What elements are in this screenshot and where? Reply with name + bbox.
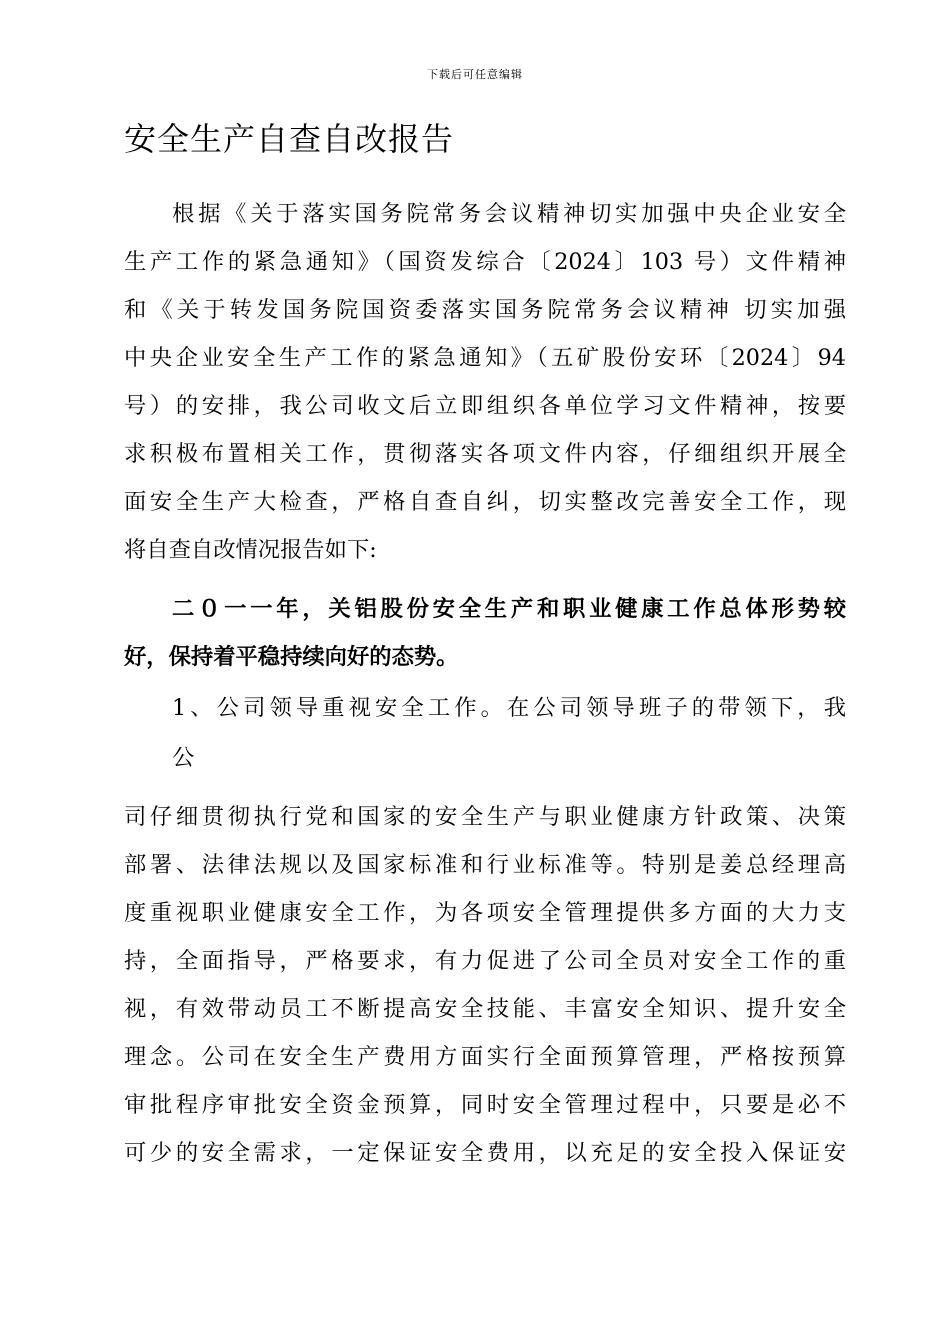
paragraph-line: 部署、法律法规以及国家标准和行业标准等。特别是姜总经理高 bbox=[124, 852, 846, 878]
paragraph-line: 生产工作的紧急通知》（国资发综合〔2024〕103 号）文件精神 bbox=[124, 249, 846, 275]
paragraph-line: 持，全面指导，严格要求，有力促进了公司全员对安全工作的重 bbox=[124, 948, 846, 974]
paragraph-line: 根据《关于落实国务院常务会议精神切实加强中央企业安全 bbox=[172, 201, 846, 227]
paragraph-line: 将自查自改情况报告如下: bbox=[124, 537, 377, 563]
bold-heading-line: 好，保持着平稳持续向好的态势。 bbox=[124, 644, 459, 670]
paragraph-line: 司仔细贯彻执行党和国家的安全生产与职业健康方针政策、决策 bbox=[124, 804, 846, 830]
paragraph-line: 号）的安排，我公司收文后立即组织各单位学习文件精神，按要 bbox=[124, 393, 846, 419]
paragraph-line: 面安全生产大检查，严格自查自纠，切实整改完善安全工作，现 bbox=[124, 489, 846, 515]
paragraph-line: 理念。公司在安全生产费用方面实行全面预算管理，严格按预算 bbox=[124, 1044, 846, 1070]
paragraph-line: 审批程序审批安全资金预算，同时安全管理过程中，只要是必不 bbox=[124, 1092, 846, 1118]
document-title: 安全生产自查自改报告 bbox=[124, 120, 455, 158]
paragraph-line: 求积极布置相关工作，贯彻落实各项文件内容，仔细组织开展全 bbox=[124, 441, 846, 467]
page-header: 下载后可任意编辑 bbox=[427, 68, 523, 81]
paragraph-line: 可少的安全需求，一定保证安全费用，以充足的安全投入保证安 bbox=[124, 1140, 846, 1166]
paragraph-line: 1、公司领导重视安全工作。在公司领导班子的带领下，我 bbox=[172, 695, 846, 721]
paragraph-line: 和《关于转发国务院国资委落实国务院常务会议精神 切实加强 bbox=[124, 297, 846, 323]
paragraph-line: 度重视职业健康安全工作，为各项安全管理提供多方面的大力支 bbox=[124, 900, 846, 926]
bold-heading-line: 二０一一年，关铝股份安全生产和职业健康工作总体形势较 bbox=[172, 596, 846, 622]
paragraph-line: 视，有效带动员工不断提高安全技能、丰富安全知识、提升安全 bbox=[124, 996, 846, 1022]
paragraph-line: 中央企业安全生产工作的紧急通知》（五矿股份安环〔2024〕94 bbox=[124, 345, 846, 371]
paragraph-line: 公 bbox=[172, 745, 195, 771]
